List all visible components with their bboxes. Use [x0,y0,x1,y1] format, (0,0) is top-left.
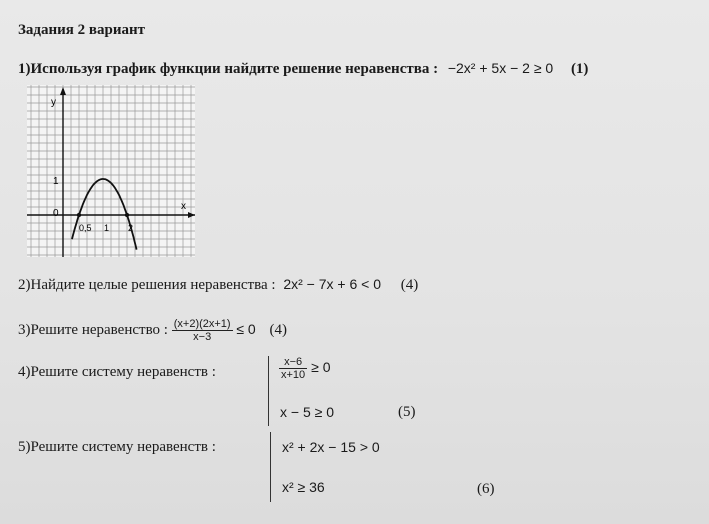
task-2-number: (4) [400,277,419,293]
task-2-expression: 2x² − 7x + 6 < 0 [283,276,381,292]
task-3-number: (4) [269,321,287,338]
task-2 [18,276,418,294]
task-5-system-brace [270,432,271,502]
task-1-number: (1) [570,61,589,77]
task-4-line-1 [279,356,331,381]
task-3-denominator: x−3 [193,331,212,343]
task-4-numerator: x−6 [279,356,307,369]
task-3-numerator: (x+2)(2x+1) [173,318,231,330]
task-5 [18,439,216,456]
task-3-prompt: 3)Решите неравенство : [18,321,168,338]
task-4-prompt: 4)Решите систему неравенств : [18,364,216,380]
task-4-line-2: x − 5 ≥ 0 [280,404,334,420]
task-5-line-2: x² ≥ 36 [282,479,325,495]
task-4-denominator: x+10 [281,369,306,381]
task-2-prompt: 2)Найдите целые решения неравенства : [18,277,276,293]
y-axis-label: y [51,97,56,108]
task-3 [18,318,287,343]
x-tick-label-1: 1 [104,223,110,233]
task-3-rest: ≤ 0 [236,320,256,337]
x-tick-label-0.5: 0,5 [79,223,92,233]
task-1-expression: −2x² + 5x − 2 ≥ 0 [447,60,554,76]
origin-label: 0 [53,208,59,219]
x-tick-label-2: 2 [128,223,134,233]
root-point [77,213,81,217]
task-4-system-brace [268,356,269,426]
parabola-graph [27,85,195,257]
task-4-rest: ≥ 0 [311,359,331,376]
root-point [125,213,129,217]
task-4-number: (5) [398,404,416,420]
task-1 [18,60,588,78]
task-3-fraction [172,318,233,343]
task-5-prompt: 5)Решите систему неравенств : [18,439,216,455]
x-axis-label: x [181,201,186,212]
page-title: Задания 2 вариант [18,22,146,38]
task-4 [18,364,216,381]
task-4-fraction [279,356,307,381]
task-1-prompt: 1)Используя график функции найдите решение неравенства : [18,61,439,77]
y-one-label: 1 [53,176,59,187]
task-5-number: (6) [477,481,495,497]
task-5-line-1: x² + 2x − 15 > 0 [282,439,380,455]
